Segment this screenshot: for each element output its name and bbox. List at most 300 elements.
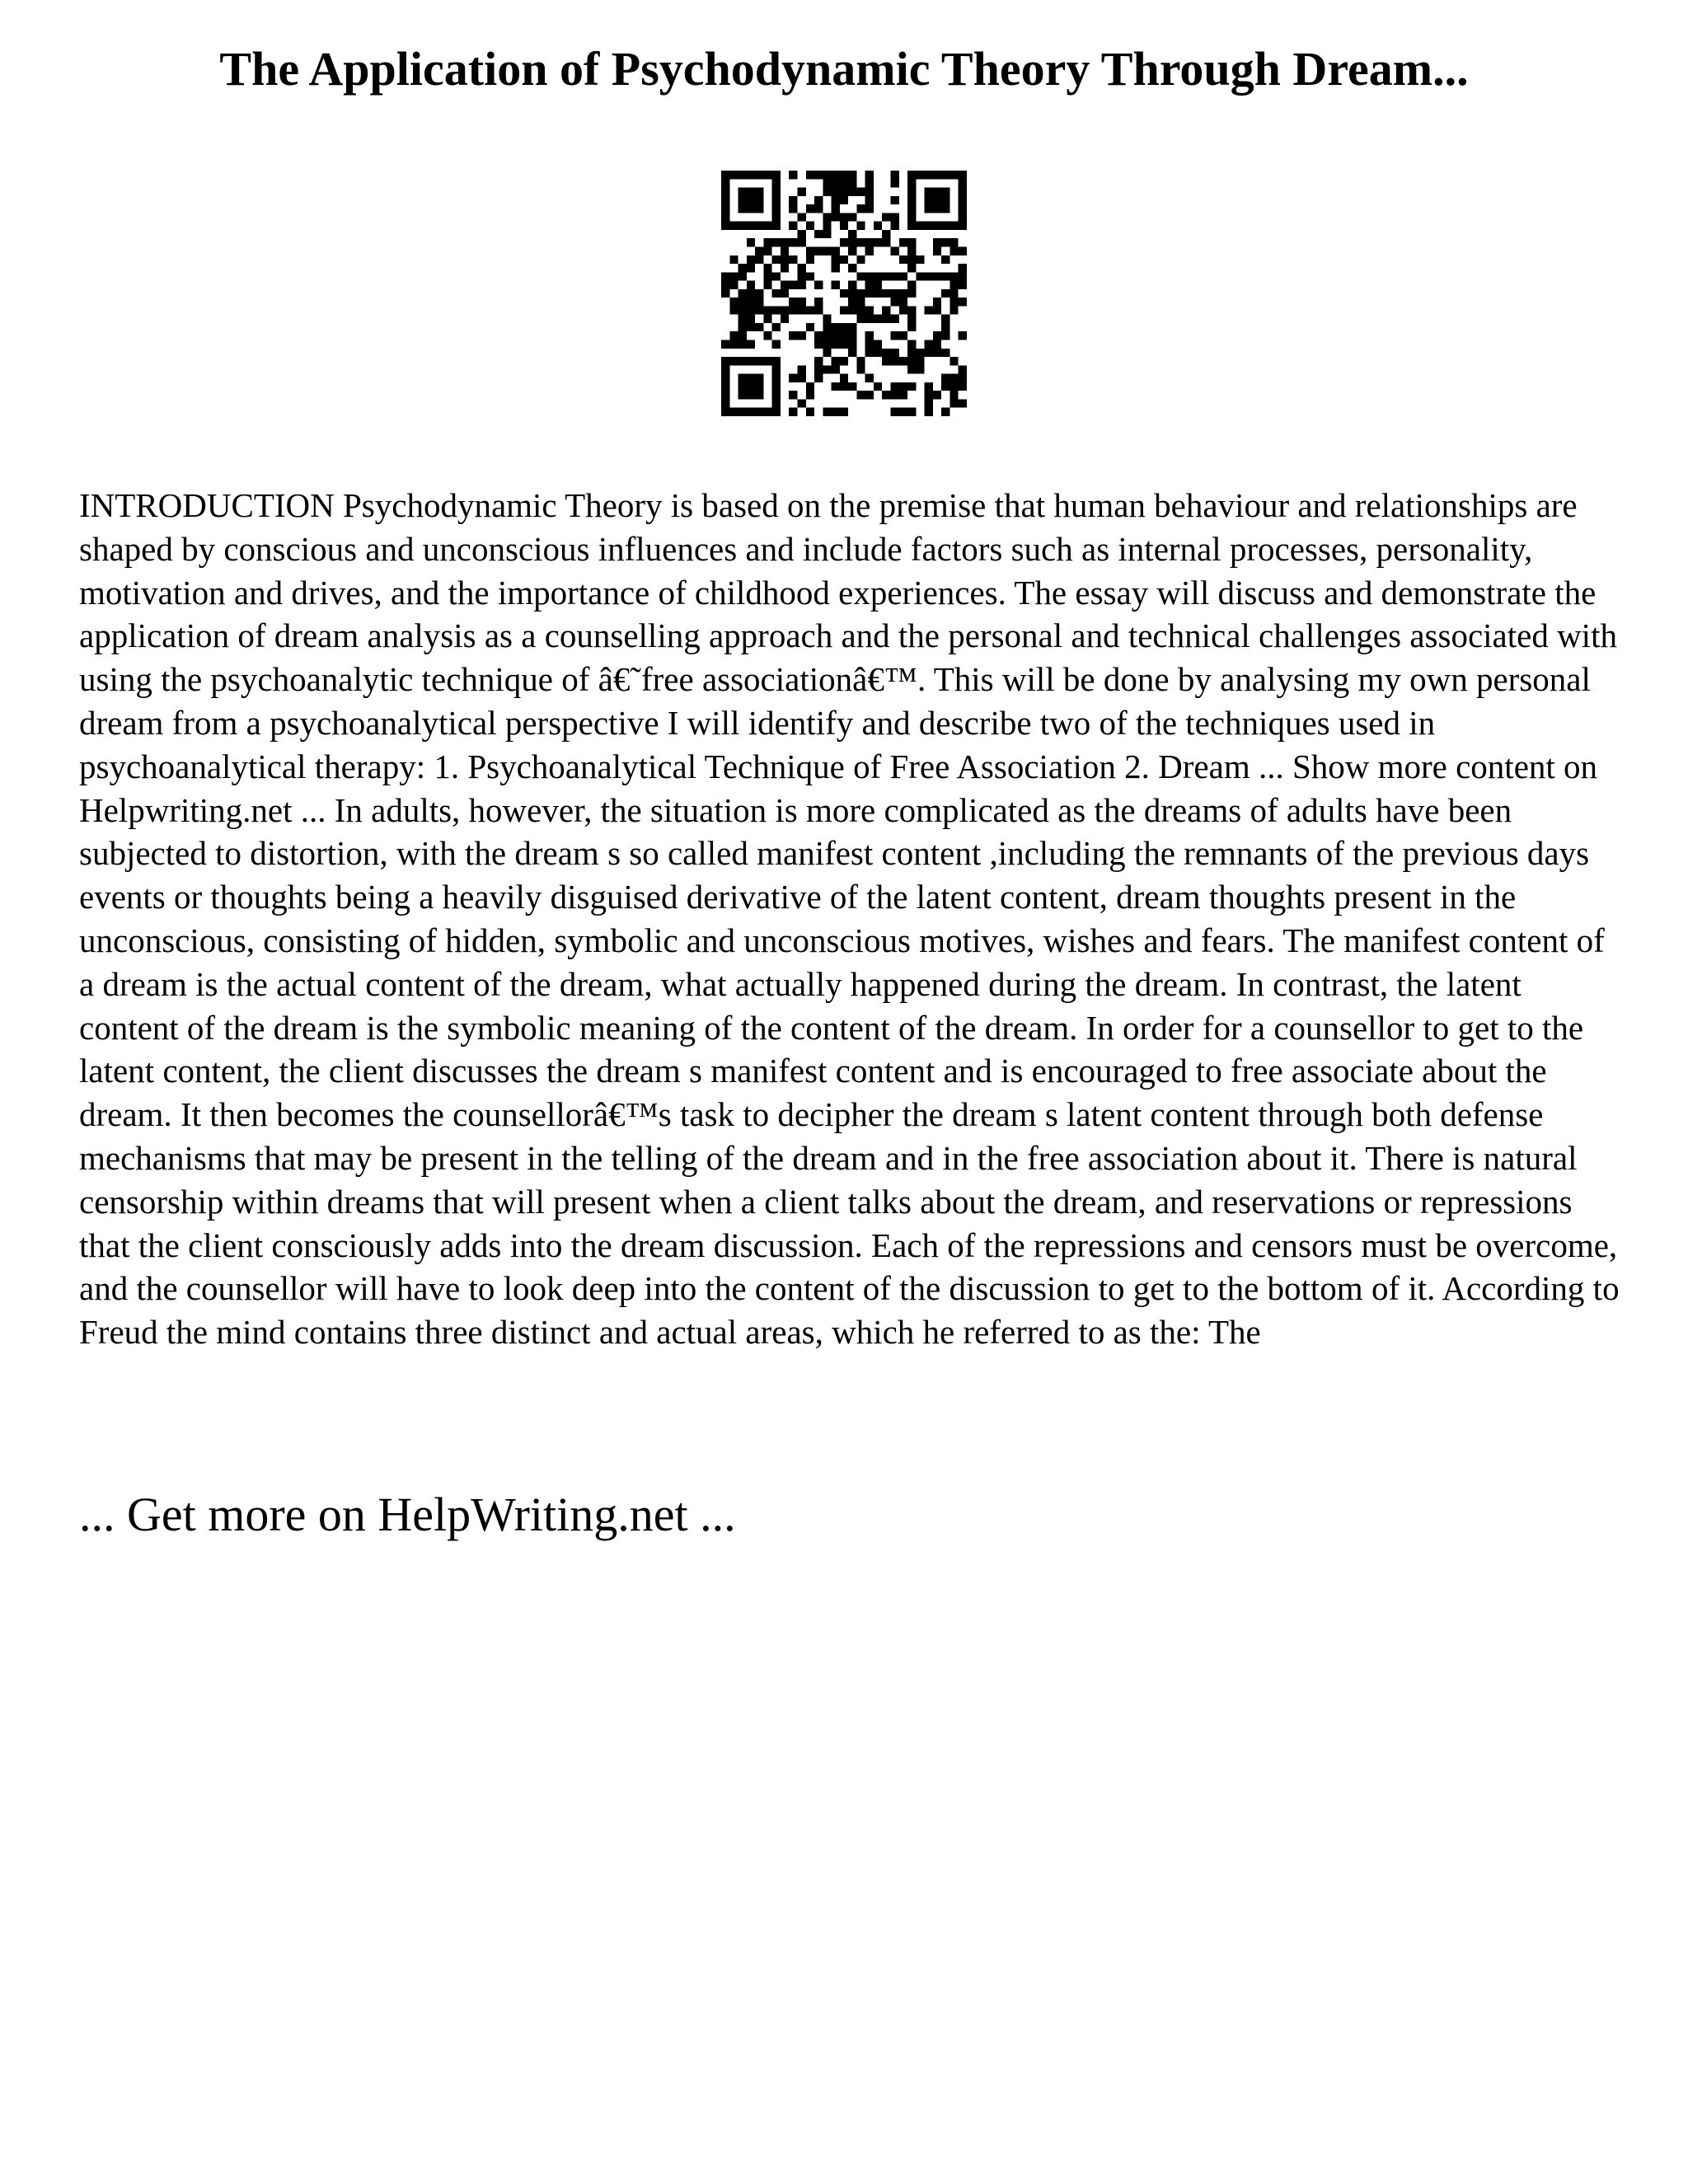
qr-module xyxy=(797,213,805,221)
qr-module xyxy=(721,365,729,373)
qr-module xyxy=(814,230,823,238)
qr-module xyxy=(959,204,967,213)
qr-module xyxy=(747,374,755,382)
qr-module xyxy=(789,408,797,416)
qr-module xyxy=(959,196,967,204)
qr-module xyxy=(848,349,856,357)
qr-module xyxy=(848,238,856,246)
qr-module xyxy=(738,222,747,230)
qr-module xyxy=(848,281,856,289)
qr-module xyxy=(832,281,840,289)
qr-module xyxy=(959,272,967,280)
qr-module xyxy=(772,323,781,331)
qr-module xyxy=(882,349,890,357)
qr-module xyxy=(772,374,781,382)
qr-module xyxy=(865,374,874,382)
qr-module xyxy=(907,238,916,246)
qr-module xyxy=(806,382,814,391)
qr-module xyxy=(755,222,763,230)
qr-module xyxy=(959,298,967,306)
qr-module xyxy=(747,204,755,213)
qr-module xyxy=(721,289,729,298)
qr-module xyxy=(840,374,848,382)
qr-module xyxy=(738,331,747,340)
qr-module xyxy=(814,357,823,365)
qr-module xyxy=(729,331,738,340)
qr-module xyxy=(950,357,958,365)
qr-module xyxy=(925,188,933,196)
qr-module xyxy=(789,238,797,246)
qr-module xyxy=(959,374,967,382)
qr-module xyxy=(933,204,941,213)
qr-module xyxy=(865,179,874,187)
qr-module xyxy=(763,272,771,280)
qr-module xyxy=(781,281,789,289)
qr-module xyxy=(772,399,781,407)
qr-module xyxy=(891,331,899,340)
qr-module xyxy=(789,196,797,204)
qr-module xyxy=(950,238,958,246)
qr-module xyxy=(806,204,814,213)
qr-module xyxy=(933,188,941,196)
qr-module xyxy=(848,264,856,272)
qr-module xyxy=(874,382,882,391)
qr-module xyxy=(755,246,763,255)
qr-module xyxy=(941,204,950,213)
qr-module xyxy=(755,391,763,399)
qr-module xyxy=(907,365,916,373)
qr-module xyxy=(747,264,755,272)
qr-module xyxy=(763,408,771,416)
qr-module xyxy=(721,213,729,221)
qr-module xyxy=(907,408,916,416)
qr-module xyxy=(907,179,916,187)
qr-module xyxy=(772,289,781,298)
qr-module xyxy=(721,171,729,179)
qr-module xyxy=(747,315,755,323)
qr-module xyxy=(832,340,840,349)
qr-code-icon xyxy=(721,171,967,416)
qr-module xyxy=(738,298,747,306)
qr-module xyxy=(891,213,899,221)
qr-module xyxy=(899,272,907,280)
qr-module xyxy=(907,306,916,314)
qr-module xyxy=(772,357,781,365)
qr-module xyxy=(882,306,890,314)
qr-module xyxy=(772,222,781,230)
qr-module xyxy=(772,382,781,391)
qr-module xyxy=(891,272,899,280)
qr-module xyxy=(763,306,771,314)
qr-module xyxy=(907,255,916,264)
qr-module xyxy=(950,222,958,230)
qr-module xyxy=(925,340,933,349)
qr-module xyxy=(729,255,738,264)
qr-module xyxy=(856,188,865,196)
qr-module xyxy=(848,246,856,255)
qr-module xyxy=(891,357,899,365)
qr-module xyxy=(925,399,933,407)
qr-module xyxy=(806,408,814,416)
qr-module xyxy=(856,272,865,280)
qr-module xyxy=(959,264,967,272)
qr-module xyxy=(941,222,950,230)
qr-module xyxy=(772,179,781,187)
qr-module xyxy=(814,281,823,289)
qr-module xyxy=(865,331,874,340)
qr-module xyxy=(738,374,747,382)
qr-module xyxy=(755,188,763,196)
qr-module xyxy=(772,255,781,264)
qr-module xyxy=(941,272,950,280)
qr-module xyxy=(781,238,789,246)
qr-module xyxy=(747,306,755,314)
qr-module xyxy=(763,315,771,323)
qr-module xyxy=(772,171,781,179)
qr-module xyxy=(797,188,805,196)
qr-module xyxy=(933,298,941,306)
qr-module xyxy=(814,204,823,213)
qr-module xyxy=(823,171,831,179)
qr-module xyxy=(797,264,805,272)
qr-module xyxy=(840,188,848,196)
qr-module xyxy=(797,298,805,306)
qr-module xyxy=(797,238,805,246)
qr-module xyxy=(907,315,916,323)
qr-module xyxy=(899,289,907,298)
qr-module xyxy=(941,188,950,196)
qr-module xyxy=(959,188,967,196)
qr-module xyxy=(797,281,805,289)
qr-module xyxy=(882,357,890,365)
qr-module xyxy=(747,382,755,391)
qr-module xyxy=(755,323,763,331)
qr-module xyxy=(916,272,924,280)
qr-module xyxy=(950,289,958,298)
qr-module xyxy=(738,272,747,280)
qr-module xyxy=(933,196,941,204)
qr-module xyxy=(738,357,747,365)
qr-module xyxy=(925,391,933,399)
qr-module xyxy=(865,246,874,255)
qr-module xyxy=(832,264,840,272)
qr-module xyxy=(729,340,738,349)
qr-module xyxy=(959,399,967,407)
qr-module xyxy=(823,408,831,416)
qr-module xyxy=(772,391,781,399)
qr-module xyxy=(832,382,840,391)
qr-module xyxy=(772,188,781,196)
qr-module xyxy=(747,357,755,365)
qr-module xyxy=(840,255,848,264)
qr-module xyxy=(823,365,831,373)
qr-module xyxy=(856,204,865,213)
qr-module xyxy=(755,196,763,204)
qr-module xyxy=(832,331,840,340)
qr-module xyxy=(907,289,916,298)
qr-module xyxy=(747,340,755,349)
qr-module xyxy=(832,179,840,187)
qr-module xyxy=(865,171,874,179)
qr-module xyxy=(933,331,941,340)
qr-module xyxy=(806,272,814,280)
qr-module xyxy=(832,246,840,255)
qr-module xyxy=(874,315,882,323)
qr-module xyxy=(806,222,814,230)
qr-module xyxy=(891,171,899,179)
qr-module xyxy=(899,391,907,399)
qr-module xyxy=(755,204,763,213)
qr-module xyxy=(848,289,856,298)
qr-module xyxy=(814,365,823,373)
qr-module xyxy=(721,196,729,204)
qr-module xyxy=(856,238,865,246)
qr-module xyxy=(832,188,840,196)
qr-module xyxy=(891,349,899,357)
qr-module xyxy=(789,306,797,314)
qr-module xyxy=(738,382,747,391)
qr-module xyxy=(882,238,890,246)
qr-module xyxy=(814,298,823,306)
qr-module xyxy=(865,238,874,246)
qr-module xyxy=(856,315,865,323)
qr-module xyxy=(865,196,874,204)
qr-module xyxy=(907,246,916,255)
qr-module xyxy=(763,281,771,289)
qr-module xyxy=(755,306,763,314)
qr-module xyxy=(848,340,856,349)
qr-module xyxy=(763,264,771,272)
qr-module xyxy=(959,171,967,179)
qr-module xyxy=(907,204,916,213)
qr-module xyxy=(789,171,797,179)
qr-module xyxy=(891,179,899,187)
qr-module xyxy=(747,298,755,306)
qr-module xyxy=(933,238,941,246)
qr-module xyxy=(933,272,941,280)
qr-module xyxy=(865,289,874,298)
qr-module xyxy=(789,391,797,399)
qr-module xyxy=(823,340,831,349)
qr-module xyxy=(950,399,958,407)
qr-module xyxy=(840,222,848,230)
page-title: The Application of Psychodynamic Theory Through Dream... xyxy=(219,42,1469,96)
qr-module xyxy=(899,238,907,246)
qr-module xyxy=(899,298,907,306)
qr-module xyxy=(874,340,882,349)
qr-module xyxy=(738,188,747,196)
qr-module xyxy=(848,382,856,391)
qr-module xyxy=(832,204,840,213)
qr-module xyxy=(925,382,933,391)
qr-module xyxy=(840,289,848,298)
qr-module xyxy=(874,272,882,280)
qr-module xyxy=(950,391,958,399)
qr-module xyxy=(781,306,789,314)
qr-module xyxy=(721,272,729,280)
qr-module xyxy=(721,357,729,365)
qr-module xyxy=(925,272,933,280)
qr-module xyxy=(840,238,848,246)
qr-module xyxy=(882,230,890,238)
qr-module xyxy=(806,306,814,314)
qr-module xyxy=(721,382,729,391)
qr-module xyxy=(729,408,738,416)
qr-module xyxy=(755,255,763,264)
qr-module xyxy=(848,179,856,187)
qr-module xyxy=(882,315,890,323)
qr-module xyxy=(789,374,797,382)
qr-module xyxy=(840,357,848,365)
qr-module xyxy=(823,246,831,255)
qr-module xyxy=(832,255,840,264)
qr-module xyxy=(763,171,771,179)
qr-module xyxy=(865,340,874,349)
qr-module xyxy=(755,382,763,391)
qr-module xyxy=(891,315,899,323)
qr-module xyxy=(806,255,814,264)
qr-module xyxy=(840,179,848,187)
qr-module xyxy=(832,213,840,221)
qr-module xyxy=(789,255,797,264)
qr-module xyxy=(907,264,916,272)
qr-module xyxy=(882,391,890,399)
qr-module xyxy=(856,255,865,264)
qr-module xyxy=(729,222,738,230)
qr-module xyxy=(874,281,882,289)
qr-module xyxy=(941,196,950,204)
qr-module xyxy=(814,246,823,255)
qr-module xyxy=(797,230,805,238)
qr-module xyxy=(789,281,797,289)
qr-module xyxy=(797,399,805,407)
qr-module xyxy=(941,238,950,246)
qr-module xyxy=(865,281,874,289)
qr-module xyxy=(865,188,874,196)
qr-module xyxy=(747,222,755,230)
qr-module xyxy=(797,331,805,340)
qr-module xyxy=(806,323,814,331)
qr-module xyxy=(747,238,755,246)
qr-module xyxy=(865,272,874,280)
qr-module xyxy=(941,331,950,340)
qr-module xyxy=(891,298,899,306)
qr-module xyxy=(950,306,958,314)
qr-module xyxy=(865,306,874,314)
qr-module xyxy=(941,408,950,416)
qr-module xyxy=(772,196,781,204)
qr-module xyxy=(840,171,848,179)
qr-module xyxy=(874,222,882,230)
qr-module xyxy=(950,246,958,255)
qr-module xyxy=(840,331,848,340)
qr-module xyxy=(848,331,856,340)
qr-module xyxy=(856,289,865,298)
qr-module xyxy=(747,196,755,204)
qr-module xyxy=(721,399,729,407)
qr-module xyxy=(755,298,763,306)
qr-module xyxy=(865,349,874,357)
qr-module xyxy=(874,238,882,246)
qr-module xyxy=(747,281,755,289)
qr-module xyxy=(907,222,916,230)
qr-module xyxy=(806,391,814,399)
qr-module xyxy=(907,382,916,391)
qr-module xyxy=(856,357,865,365)
qr-module xyxy=(874,289,882,298)
qr-module xyxy=(916,357,924,365)
qr-module xyxy=(738,171,747,179)
qr-module xyxy=(899,331,907,340)
qr-module xyxy=(789,331,797,340)
qr-module xyxy=(916,255,924,264)
qr-module xyxy=(925,204,933,213)
qr-module xyxy=(747,255,755,264)
qr-module xyxy=(959,382,967,391)
qr-module xyxy=(806,246,814,255)
qr-module xyxy=(797,272,805,280)
qr-module xyxy=(721,340,729,349)
qr-module xyxy=(729,357,738,365)
get-more-link[interactable]: ... Get more on HelpWriting.net ... xyxy=(79,1488,736,1541)
qr-module xyxy=(747,188,755,196)
qr-module xyxy=(848,188,856,196)
qr-module xyxy=(814,196,823,204)
qr-module xyxy=(848,323,856,331)
qr-module xyxy=(814,171,823,179)
qr-module xyxy=(738,315,747,323)
qr-module xyxy=(856,306,865,314)
qr-module xyxy=(959,213,967,221)
essay-body: INTRODUCTION Psychodynamic Theory is based on the premise that human behaviour and relationships are shaped by conscious and unconscious influences and include factors such as internal processes, personality, motivation and drives, and the importance of childhood experiences. The essay will discuss and demonstrate the application of dream analysis as a counselling approach and the personal and technical challenges associated with using the psychoanalytic technique of â€˜free associationâ€™. This will be done by analysing my own personal dream from a psychoanalytical perspective I will identify and describe two of the techniques used in psychoanalytical therapy: 1. Psychoanalytical Technique of Free Association 2. Dream ... Show more content on Helpwriting.net ... In adults, however, the situation is more complicated as the dreams of adults have been subjected to distortion, with the dream s so called manifest content ,including the remnants of the previous days events or thoughts being a heavily disguised derivative of the latent content, dream thoughts present in the unconscious, consisting of hidden, symbolic and unconscious motives, wishes and fears. The manifest content of a dream is the actual content of the dream, what actually happened during the dream. In contrast, the latent content of the dream is the symbolic meaning of the content of the dream. In order for a counsellor to get to the latent content, the client discusses the dream s manifest content and is encouraged to free associate about the dream. It then becomes the counsellorâ€™s task to decipher the dream s latent content through both defense mechanisms that may be present in the telling of the dream and in the free association about it. There is natural censorship within dreams that will present when a client talks about the dream, and reservations or repressions that the client consciously adds into the dream discussion. Each of the repressions and censors must be overcome, and the counsellor will have to look deep into the content of the discussion to get to the bottom of it. According to Freud the mind contains three distinct and actual areas, which he referred to as the: The xyxy=(79,486,1620,1352)
qr-module xyxy=(823,323,831,331)
qr-module xyxy=(789,222,797,230)
qr-module xyxy=(907,357,916,365)
qr-module xyxy=(865,391,874,399)
qr-module xyxy=(925,222,933,230)
qr-module xyxy=(950,272,958,280)
qr-module xyxy=(738,196,747,204)
qr-module xyxy=(882,272,890,280)
qr-module xyxy=(823,349,831,357)
qr-module xyxy=(823,315,831,323)
qr-module xyxy=(747,289,755,298)
qr-module xyxy=(772,204,781,213)
qr-module xyxy=(856,222,865,230)
qr-module xyxy=(738,408,747,416)
qr-module xyxy=(933,306,941,314)
qr-module xyxy=(772,272,781,280)
qr-module xyxy=(738,289,747,298)
qr-module xyxy=(941,323,950,331)
qr-module xyxy=(848,213,856,221)
qr-module xyxy=(729,272,738,280)
qr-module xyxy=(738,264,747,272)
qr-module xyxy=(891,382,899,391)
qr-module xyxy=(772,306,781,314)
qr-module xyxy=(848,306,856,314)
qr-module xyxy=(781,264,789,272)
qr-module xyxy=(891,391,899,399)
qr-module xyxy=(925,196,933,204)
qr-module xyxy=(874,349,882,357)
qr-module xyxy=(729,306,738,314)
qr-module xyxy=(916,349,924,357)
qr-module xyxy=(950,281,958,289)
qr-module xyxy=(941,382,950,391)
qr-module xyxy=(907,213,916,221)
qr-module xyxy=(882,289,890,298)
